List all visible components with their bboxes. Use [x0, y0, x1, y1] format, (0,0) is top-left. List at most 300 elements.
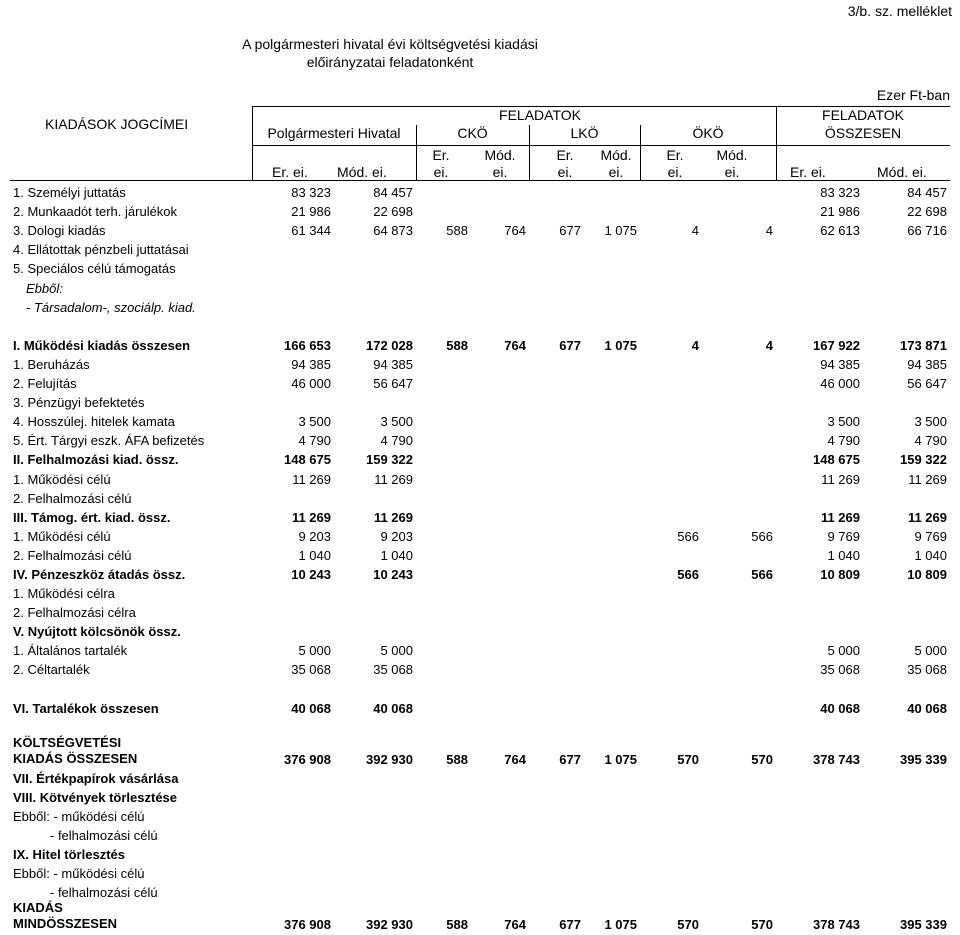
value-cell: 40 068	[291, 700, 331, 716]
value-cell	[529, 372, 584, 391]
value-cell: 3 500	[914, 414, 947, 430]
value-cell	[529, 238, 584, 257]
value-cell	[863, 862, 950, 881]
row-label: 4. Ellátottak pénzbeli juttatásai	[13, 242, 189, 258]
header-kiadasok: KIADÁSOK JOGCÍMEI	[45, 116, 189, 132]
row-label	[10, 716, 252, 735]
value-cell	[529, 525, 584, 544]
row-label	[10, 900, 252, 932]
value-cell	[584, 487, 640, 506]
row-label: IV. Pénzeszköz átadás össz.	[13, 566, 186, 582]
value-cell	[702, 677, 776, 696]
value-cell	[702, 467, 776, 486]
value-cell	[640, 257, 702, 276]
value-cell	[702, 658, 776, 677]
row-label: 1. Általános tartalék	[13, 643, 128, 659]
value-cell: 46 000	[820, 376, 860, 392]
row-label: 2. Munkaadót terh. járulékok	[13, 204, 178, 220]
value-cell	[471, 391, 529, 410]
row-label: IX. Hitel törlesztés	[13, 847, 125, 863]
value-cell	[584, 786, 640, 805]
header-mod-ei: Mód. ei.	[337, 164, 387, 180]
header-cko: CKÖ	[457, 125, 488, 141]
value-cell	[334, 843, 416, 862]
value-cell	[471, 429, 529, 448]
value-cell: 173 871	[900, 337, 947, 353]
value-cell	[529, 257, 584, 276]
value-cell	[640, 372, 702, 391]
value-cell	[416, 843, 471, 862]
value-cell	[584, 824, 640, 843]
value-cell	[252, 843, 334, 862]
value-cell: 4 790	[380, 433, 413, 449]
value-cell: 35 068	[907, 662, 947, 678]
value-cell: 159 322	[900, 452, 947, 468]
row-label: - felhalmozási célú	[50, 885, 158, 901]
value-cell	[416, 238, 471, 257]
value-cell	[529, 620, 584, 639]
header-ph: Polgármesteri Hivatal	[267, 125, 401, 141]
value-cell: 392 930	[366, 751, 413, 767]
value-cell	[471, 372, 529, 391]
value-cell	[334, 238, 416, 257]
value-cell: 588	[446, 223, 468, 239]
value-cell	[863, 716, 950, 735]
value-cell	[584, 563, 640, 582]
row-label: 5. Speciálos célú támogatás	[13, 261, 176, 277]
value-cell: 3 500	[298, 414, 331, 430]
table-row	[10, 315, 950, 334]
value-cell	[529, 353, 584, 372]
value-cell	[529, 429, 584, 448]
value-cell	[584, 601, 640, 620]
value-cell: 148 675	[284, 452, 331, 468]
value-cell	[529, 881, 584, 900]
table-row	[10, 582, 950, 601]
value-cell: 40 068	[373, 700, 413, 716]
row-label-line: MINDÖSSZESEN	[13, 916, 118, 932]
table-row	[10, 639, 950, 658]
value-cell	[640, 544, 702, 563]
value-cell	[252, 716, 334, 735]
value-cell	[471, 200, 529, 219]
value-cell: 11 269	[820, 509, 860, 525]
value-cell: 395 339	[900, 917, 947, 933]
value-cell: 148 675	[813, 452, 860, 468]
table-row	[10, 181, 950, 200]
value-cell: 677	[559, 917, 581, 933]
row-label: 2. Céltartalék	[13, 662, 90, 678]
value-cell	[640, 353, 702, 372]
value-cell	[334, 276, 416, 295]
header-osszesen: ÖSSZESEN	[824, 125, 902, 141]
value-cell: 166 653	[284, 337, 331, 353]
row-label: I. Működési kiadás összesen	[13, 337, 191, 353]
value-cell: 5 000	[298, 643, 331, 659]
row-label: 4. Hosszúlej. hitelek kamata	[13, 414, 175, 430]
value-cell: 4	[691, 337, 699, 353]
table-row	[10, 200, 950, 219]
value-cell	[702, 716, 776, 735]
value-cell	[584, 805, 640, 824]
value-cell	[640, 601, 702, 620]
value-cell	[471, 786, 529, 805]
value-cell	[584, 181, 640, 200]
value-cell	[702, 353, 776, 372]
table-row	[10, 601, 950, 620]
value-cell	[416, 601, 471, 620]
value-cell: 764	[504, 337, 526, 353]
value-cell	[416, 487, 471, 506]
value-cell: 376 908	[284, 917, 331, 933]
value-cell	[529, 786, 584, 805]
value-cell	[702, 767, 776, 786]
value-cell	[776, 843, 863, 862]
value-cell	[471, 601, 529, 620]
value-cell	[640, 658, 702, 677]
value-cell	[334, 487, 416, 506]
value-cell	[416, 506, 471, 525]
value-cell	[529, 276, 584, 295]
row-label: 2. Felhalmozási célú	[13, 547, 132, 563]
value-cell	[252, 296, 334, 315]
value-cell	[416, 296, 471, 315]
value-cell	[584, 620, 640, 639]
value-cell	[776, 315, 863, 334]
value-cell	[702, 372, 776, 391]
table-row	[10, 429, 950, 448]
value-cell	[334, 881, 416, 900]
row-label: 1. Működési célra	[13, 586, 115, 602]
value-cell	[640, 716, 702, 735]
value-cell	[529, 563, 584, 582]
row-label: Ebből: - működési célú	[13, 809, 145, 824]
value-cell: 11 269	[292, 471, 331, 487]
value-cell	[334, 862, 416, 881]
value-cell: 56 647	[373, 376, 413, 392]
value-cell: 10 809	[907, 566, 947, 582]
value-cell	[776, 862, 863, 881]
value-cell	[702, 487, 776, 506]
value-cell: 378 743	[813, 751, 860, 767]
value-cell: 764	[504, 917, 526, 933]
header-mod: Mód.	[600, 147, 632, 163]
value-cell	[863, 805, 950, 824]
value-cell	[471, 410, 529, 429]
value-cell	[471, 620, 529, 639]
value-cell	[416, 525, 471, 544]
value-cell: 1 040	[827, 547, 860, 563]
row-label: 2. Felujítás	[13, 376, 77, 392]
value-cell: 9 203	[298, 528, 331, 544]
value-cell: 677	[559, 223, 581, 239]
value-cell	[416, 257, 471, 276]
value-cell	[702, 786, 776, 805]
value-cell	[640, 697, 702, 716]
value-cell: 1 075	[604, 917, 637, 933]
value-cell	[471, 506, 529, 525]
table-row	[10, 805, 950, 824]
value-cell	[252, 238, 334, 257]
value-cell	[776, 767, 863, 786]
table-row	[10, 296, 950, 315]
value-cell	[416, 862, 471, 881]
value-cell	[776, 296, 863, 315]
value-cell	[863, 620, 950, 639]
value-cell	[334, 824, 416, 843]
value-cell	[416, 767, 471, 786]
value-cell	[776, 257, 863, 276]
table-row	[10, 677, 950, 696]
value-cell: 588	[446, 337, 468, 353]
value-cell	[529, 296, 584, 315]
value-cell	[702, 238, 776, 257]
value-cell: 566	[677, 528, 699, 544]
value-cell	[471, 296, 529, 315]
value-cell	[471, 639, 529, 658]
value-cell	[863, 843, 950, 862]
header-ei: ei.	[667, 164, 683, 180]
value-cell	[640, 506, 702, 525]
value-cell	[529, 391, 584, 410]
value-cell	[584, 582, 640, 601]
value-cell	[702, 391, 776, 410]
value-cell	[584, 448, 640, 467]
header-ei: ei.	[492, 164, 508, 180]
table-row	[10, 410, 950, 429]
value-cell: 11 269	[821, 471, 860, 487]
row-label-line: KIADÁS ÖSSZESEN	[13, 750, 138, 766]
value-cell	[640, 767, 702, 786]
table-row	[10, 843, 950, 862]
value-cell	[471, 881, 529, 900]
value-cell	[529, 200, 584, 219]
value-cell: 395 339	[900, 751, 947, 767]
value-cell	[640, 582, 702, 601]
value-cell: 10 243	[373, 566, 413, 582]
value-cell	[584, 544, 640, 563]
value-cell	[863, 824, 950, 843]
value-cell	[471, 805, 529, 824]
value-cell	[529, 315, 584, 334]
row-label: 1. Beruházás	[13, 356, 90, 372]
value-cell: 588	[446, 751, 468, 767]
value-cell	[416, 658, 471, 677]
value-cell	[471, 487, 529, 506]
value-cell	[776, 238, 863, 257]
value-cell	[334, 257, 416, 276]
value-cell: 10 243	[291, 566, 331, 582]
table-row	[10, 735, 950, 767]
table-row	[10, 467, 950, 486]
table-row	[10, 697, 950, 716]
value-cell	[584, 410, 640, 429]
value-cell	[863, 881, 950, 900]
value-cell	[471, 843, 529, 862]
value-cell: 566	[751, 528, 773, 544]
value-cell	[702, 181, 776, 200]
row-label: 1. Működési célú	[13, 471, 111, 487]
value-cell: 21 986	[291, 204, 331, 220]
value-cell: 11 269	[907, 509, 947, 525]
value-cell	[584, 257, 640, 276]
value-cell	[702, 697, 776, 716]
table-row	[10, 238, 950, 257]
value-cell: 376 908	[284, 751, 331, 767]
value-cell	[702, 296, 776, 315]
value-cell: 4 790	[827, 433, 860, 449]
table-row	[10, 257, 950, 276]
value-cell: 61 344	[291, 223, 331, 239]
value-cell	[702, 544, 776, 563]
value-cell: 11 269	[374, 471, 413, 487]
value-cell	[863, 276, 950, 295]
row-label: II. Felhalmozási kiad. össz.	[13, 452, 179, 468]
annex-number: 3/b. sz. melléklet	[847, 3, 952, 19]
table-row	[10, 881, 950, 900]
value-cell: 94 385	[291, 356, 331, 372]
value-cell	[640, 467, 702, 486]
value-cell	[471, 467, 529, 486]
value-cell	[334, 315, 416, 334]
value-cell	[471, 181, 529, 200]
header-ei: ei.	[433, 164, 449, 180]
value-cell	[584, 658, 640, 677]
value-cell	[776, 620, 863, 639]
value-cell	[471, 677, 529, 696]
value-cell	[471, 276, 529, 295]
header-mod: Mód.	[484, 147, 516, 163]
value-cell: 4	[765, 337, 773, 353]
value-cell	[252, 677, 334, 696]
document-title	[0, 35, 960, 71]
value-cell	[416, 276, 471, 295]
table-row	[10, 824, 950, 843]
value-cell	[529, 697, 584, 716]
table-row	[10, 767, 950, 786]
header-feladatok-osszesen: FELADATOK	[822, 107, 904, 123]
value-cell	[863, 767, 950, 786]
unit-label: Ezer Ft-ban	[876, 87, 950, 103]
value-cell	[529, 487, 584, 506]
value-cell	[863, 257, 950, 276]
row-label: - Társadalom-, szociálp. kiad.	[26, 299, 196, 315]
value-cell	[416, 639, 471, 658]
value-cell	[640, 448, 702, 467]
table-row	[10, 716, 950, 735]
value-cell	[334, 677, 416, 696]
header-ei: ei.	[724, 164, 740, 180]
table-row	[10, 372, 950, 391]
row-label: III. Támog. ért. kiad. össz.	[13, 509, 171, 525]
value-cell	[702, 315, 776, 334]
value-cell	[416, 467, 471, 486]
value-cell: 5 000	[380, 643, 413, 659]
value-cell	[776, 786, 863, 805]
value-cell: 764	[504, 751, 526, 767]
value-cell	[529, 824, 584, 843]
row-label: 2. Felhalmozási célra	[13, 605, 136, 621]
value-cell	[252, 601, 334, 620]
row-label	[10, 315, 252, 334]
value-cell: 9 769	[827, 528, 860, 544]
value-cell	[416, 824, 471, 843]
value-cell: 4	[691, 223, 699, 239]
value-cell	[640, 276, 702, 295]
value-cell	[584, 843, 640, 862]
row-label: Ebből: - működési célú	[13, 866, 145, 882]
value-cell: 64 873	[373, 223, 413, 239]
value-cell	[640, 620, 702, 639]
budget-table	[10, 181, 950, 932]
value-cell: 11 269	[373, 509, 413, 525]
value-cell	[776, 601, 863, 620]
value-cell	[416, 544, 471, 563]
value-cell: 22 698	[907, 204, 947, 220]
value-cell: 22 698	[373, 204, 413, 220]
value-cell	[863, 582, 950, 601]
value-cell: 94 385	[907, 356, 947, 372]
header-er-ei: Er. ei.	[790, 164, 826, 180]
value-cell	[702, 582, 776, 601]
value-cell	[416, 200, 471, 219]
table-row	[10, 525, 950, 544]
value-cell	[471, 582, 529, 601]
value-cell	[702, 881, 776, 900]
value-cell	[640, 200, 702, 219]
value-cell: 4 790	[298, 433, 331, 449]
value-cell	[334, 601, 416, 620]
value-cell	[640, 181, 702, 200]
value-cell	[416, 563, 471, 582]
value-cell	[529, 767, 584, 786]
row-label: - felhalmozási célú	[50, 828, 158, 844]
value-cell	[640, 843, 702, 862]
header-ei: ei.	[557, 164, 573, 180]
value-cell	[471, 658, 529, 677]
value-cell	[529, 181, 584, 200]
value-cell: 764	[504, 223, 526, 239]
value-cell	[252, 276, 334, 295]
header-ei: ei.	[608, 164, 624, 180]
value-cell	[416, 881, 471, 900]
value-cell: 5 000	[914, 643, 947, 659]
value-cell: 83 323	[820, 185, 860, 201]
value-cell	[471, 563, 529, 582]
value-cell	[863, 677, 950, 696]
table-row	[10, 658, 950, 677]
value-cell	[471, 767, 529, 786]
value-cell	[640, 429, 702, 448]
value-cell	[640, 315, 702, 334]
value-cell	[584, 238, 640, 257]
value-cell: 94 385	[373, 356, 413, 372]
table-row	[10, 563, 950, 582]
value-cell	[471, 353, 529, 372]
value-cell	[863, 296, 950, 315]
value-cell	[529, 716, 584, 735]
value-cell: 1 075	[604, 223, 637, 239]
value-cell	[584, 862, 640, 881]
header-er: Er.	[432, 147, 450, 163]
value-cell	[334, 391, 416, 410]
value-cell	[584, 506, 640, 525]
value-cell	[416, 716, 471, 735]
value-cell	[471, 448, 529, 467]
value-cell	[471, 315, 529, 334]
value-cell	[471, 824, 529, 843]
value-cell	[416, 391, 471, 410]
